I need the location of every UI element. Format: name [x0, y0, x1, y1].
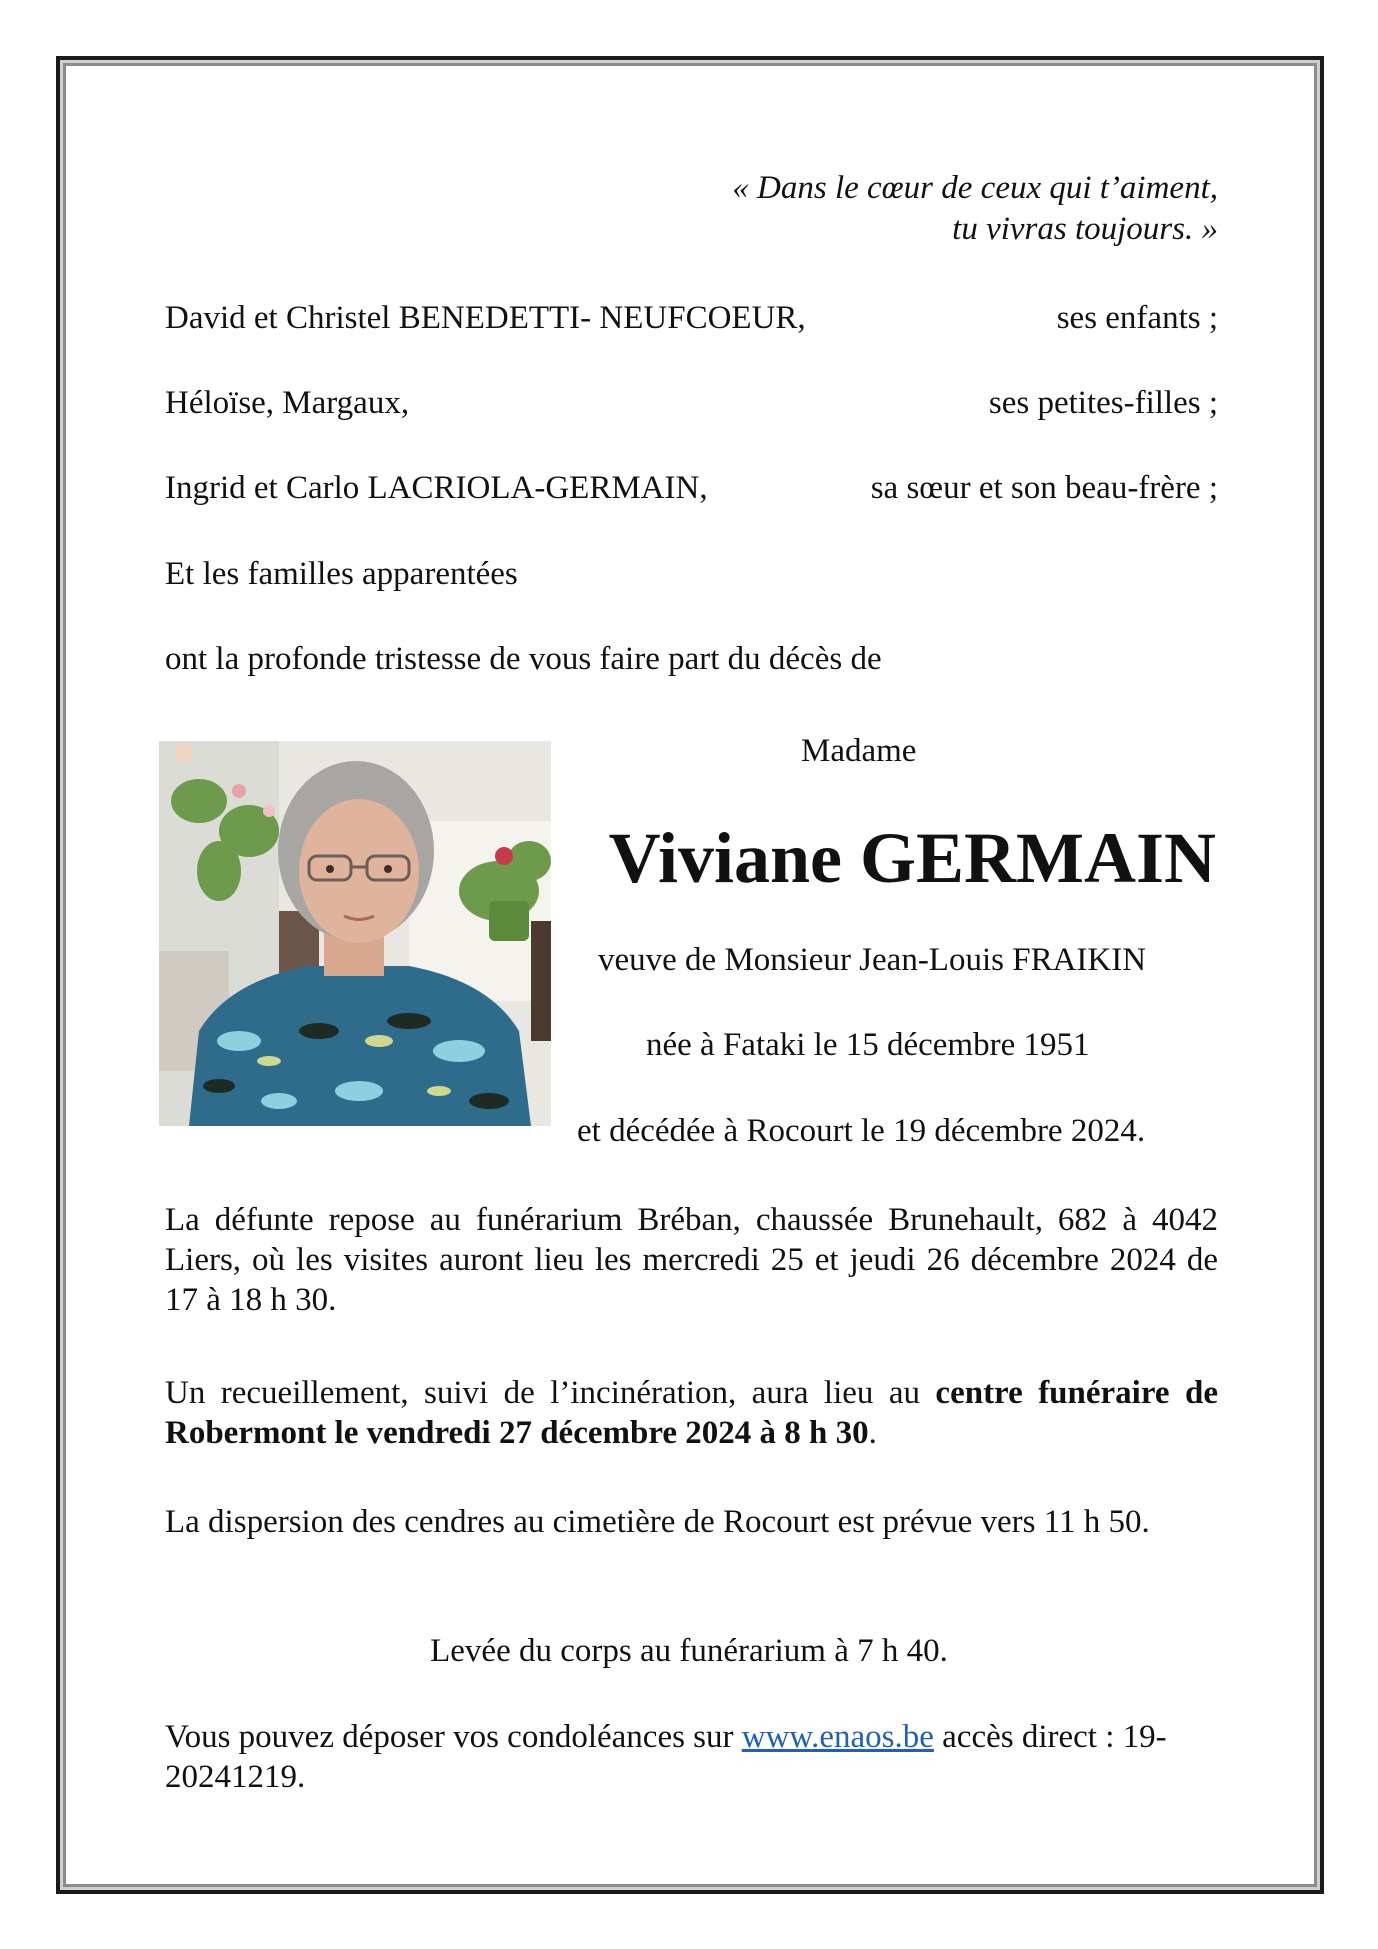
visitation-paragraph: La défunte repose au funérarium Bréban, chaussée Brunehault, 682 à 4042 Liers, où les visites auront lieu les mercredi 25 et jeudi 26 décembre 2024 de 17 à 18 h 30.	[165, 1202, 1218, 1318]
title-madame: Madame	[801, 733, 917, 769]
family-name: Héloïse, Margaux,	[165, 385, 410, 421]
death-line: et décédée à Rocourt le 19 décembre 2024.	[577, 1113, 1146, 1149]
families-line: Et les familles apparentées	[165, 556, 518, 592]
family-relation: ses petites-filles ;	[988, 385, 1218, 421]
deceased-name: Viviane GERMAIN	[608, 818, 1216, 898]
condolences-link[interactable]: www.enaos.be	[741, 1719, 934, 1755]
condolences-after: accès direct : 19-20241219.	[165, 1719, 1167, 1795]
birth-line: née à Fataki le 15 décembre 1951	[646, 1027, 1090, 1063]
condolences-paragraph	[165, 1717, 1218, 1797]
portrait-photo	[159, 741, 551, 1126]
condolences-text: Vous pouvez déposer vos condoléances sur	[165, 1719, 742, 1755]
memorial-quote	[518, 168, 1218, 250]
ceremony-paragraph	[165, 1373, 1218, 1453]
levee-line: Levée du corps au funérarium à 7 h 40.	[430, 1633, 948, 1669]
family-relation: sa sœur et son beau-frère ;	[870, 470, 1218, 506]
family-name: David et Christel BENEDETTI- NEUFCOEUR,	[165, 300, 806, 336]
ceremony-end: .	[868, 1415, 877, 1451]
ceremony-text: Un recueillement, suivi de l’incinération, aura lieu au	[165, 1375, 936, 1411]
ceremony-location-date: centre funéraire de Robermont le vendredi 27 décembre 2024 à 8 h 30	[165, 1375, 1218, 1451]
family-relation: ses enfants ;	[1056, 300, 1218, 336]
family-name: Ingrid et Carlo LACRIOLA-GERMAIN,	[165, 470, 708, 506]
announcement-line: ont la profonde tristesse de vous faire part du décès de	[165, 641, 882, 677]
widow-of-line: veuve de Monsieur Jean-Louis FRAIKIN	[598, 942, 1147, 978]
quote-line-1: « Dans le cœur de ceux qui t’aiment,	[732, 170, 1218, 206]
quote-line-2: tu vivras toujours. »	[952, 211, 1218, 247]
dispersion-paragraph: La dispersion des cendres au cimetière de Rocourt est prévue vers 11 h 50.	[165, 1504, 1150, 1540]
